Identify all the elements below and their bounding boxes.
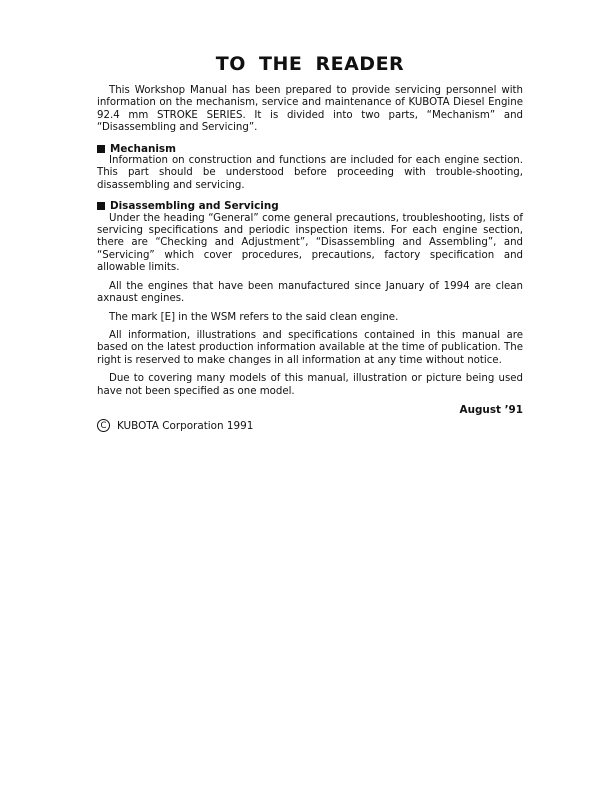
square-bullet-icon (97, 145, 105, 153)
section-body-disassembling: Under the heading “General” come general precautions, troubleshooting, lists of servicing specifications and periodic inspection items. For each engine section, there are “Checking and Adjustment”, “Disassembling and Assembling”, and “Servicing” which cover procedures, precautions, factory specification and allowable limits. (97, 212, 523, 274)
paragraph-clean-engines: All the engines that have been manufactured since January of 1994 are clean axnaust engines. (97, 280, 523, 305)
paragraph-mark-e: The mark [E] in the WSM refers to the said clean engine. (109, 311, 399, 323)
square-bullet-icon (97, 202, 105, 210)
section-heading-label: Disassembling and Servicing (110, 200, 279, 213)
intro-paragraph: This Workshop Manual has been prepared to provide servicing personnel with information on the mechanism, service and maintenance of KUBOTA Diesel Engine 92.4 mm STROKE SERIES. It is divided into two parts, “Mechanism” and “Disassembling and Servicing”. (97, 85, 523, 134)
copyright-line (97, 419, 523, 433)
section-heading-disassembling (97, 200, 523, 212)
paragraph-models: Due to covering many models of this manual, illustration or picture being used have not been specified as one model. (97, 373, 523, 397)
copyright-text: KUBOTA Corporation 1991 (117, 419, 254, 432)
paragraph-information: All information, illustrations and specifications contained in this manual are based on the latest production information available at the time of publication. The right is reserved to make changes in all information at any time without notice. (97, 329, 523, 366)
document-page (97, 52, 523, 433)
section-body-mechanism: Information on construction and functions are included for each engine section. This part should be understood before proceeding with trouble-shooting, disassembling and servicing. (97, 155, 523, 191)
section-heading-label: Mechanism (110, 142, 176, 155)
section-heading-mechanism (97, 143, 523, 155)
page-title: TO THE READER (215, 53, 405, 75)
publication-date: August ’91 (459, 403, 523, 416)
copyright-icon: C (97, 419, 110, 432)
